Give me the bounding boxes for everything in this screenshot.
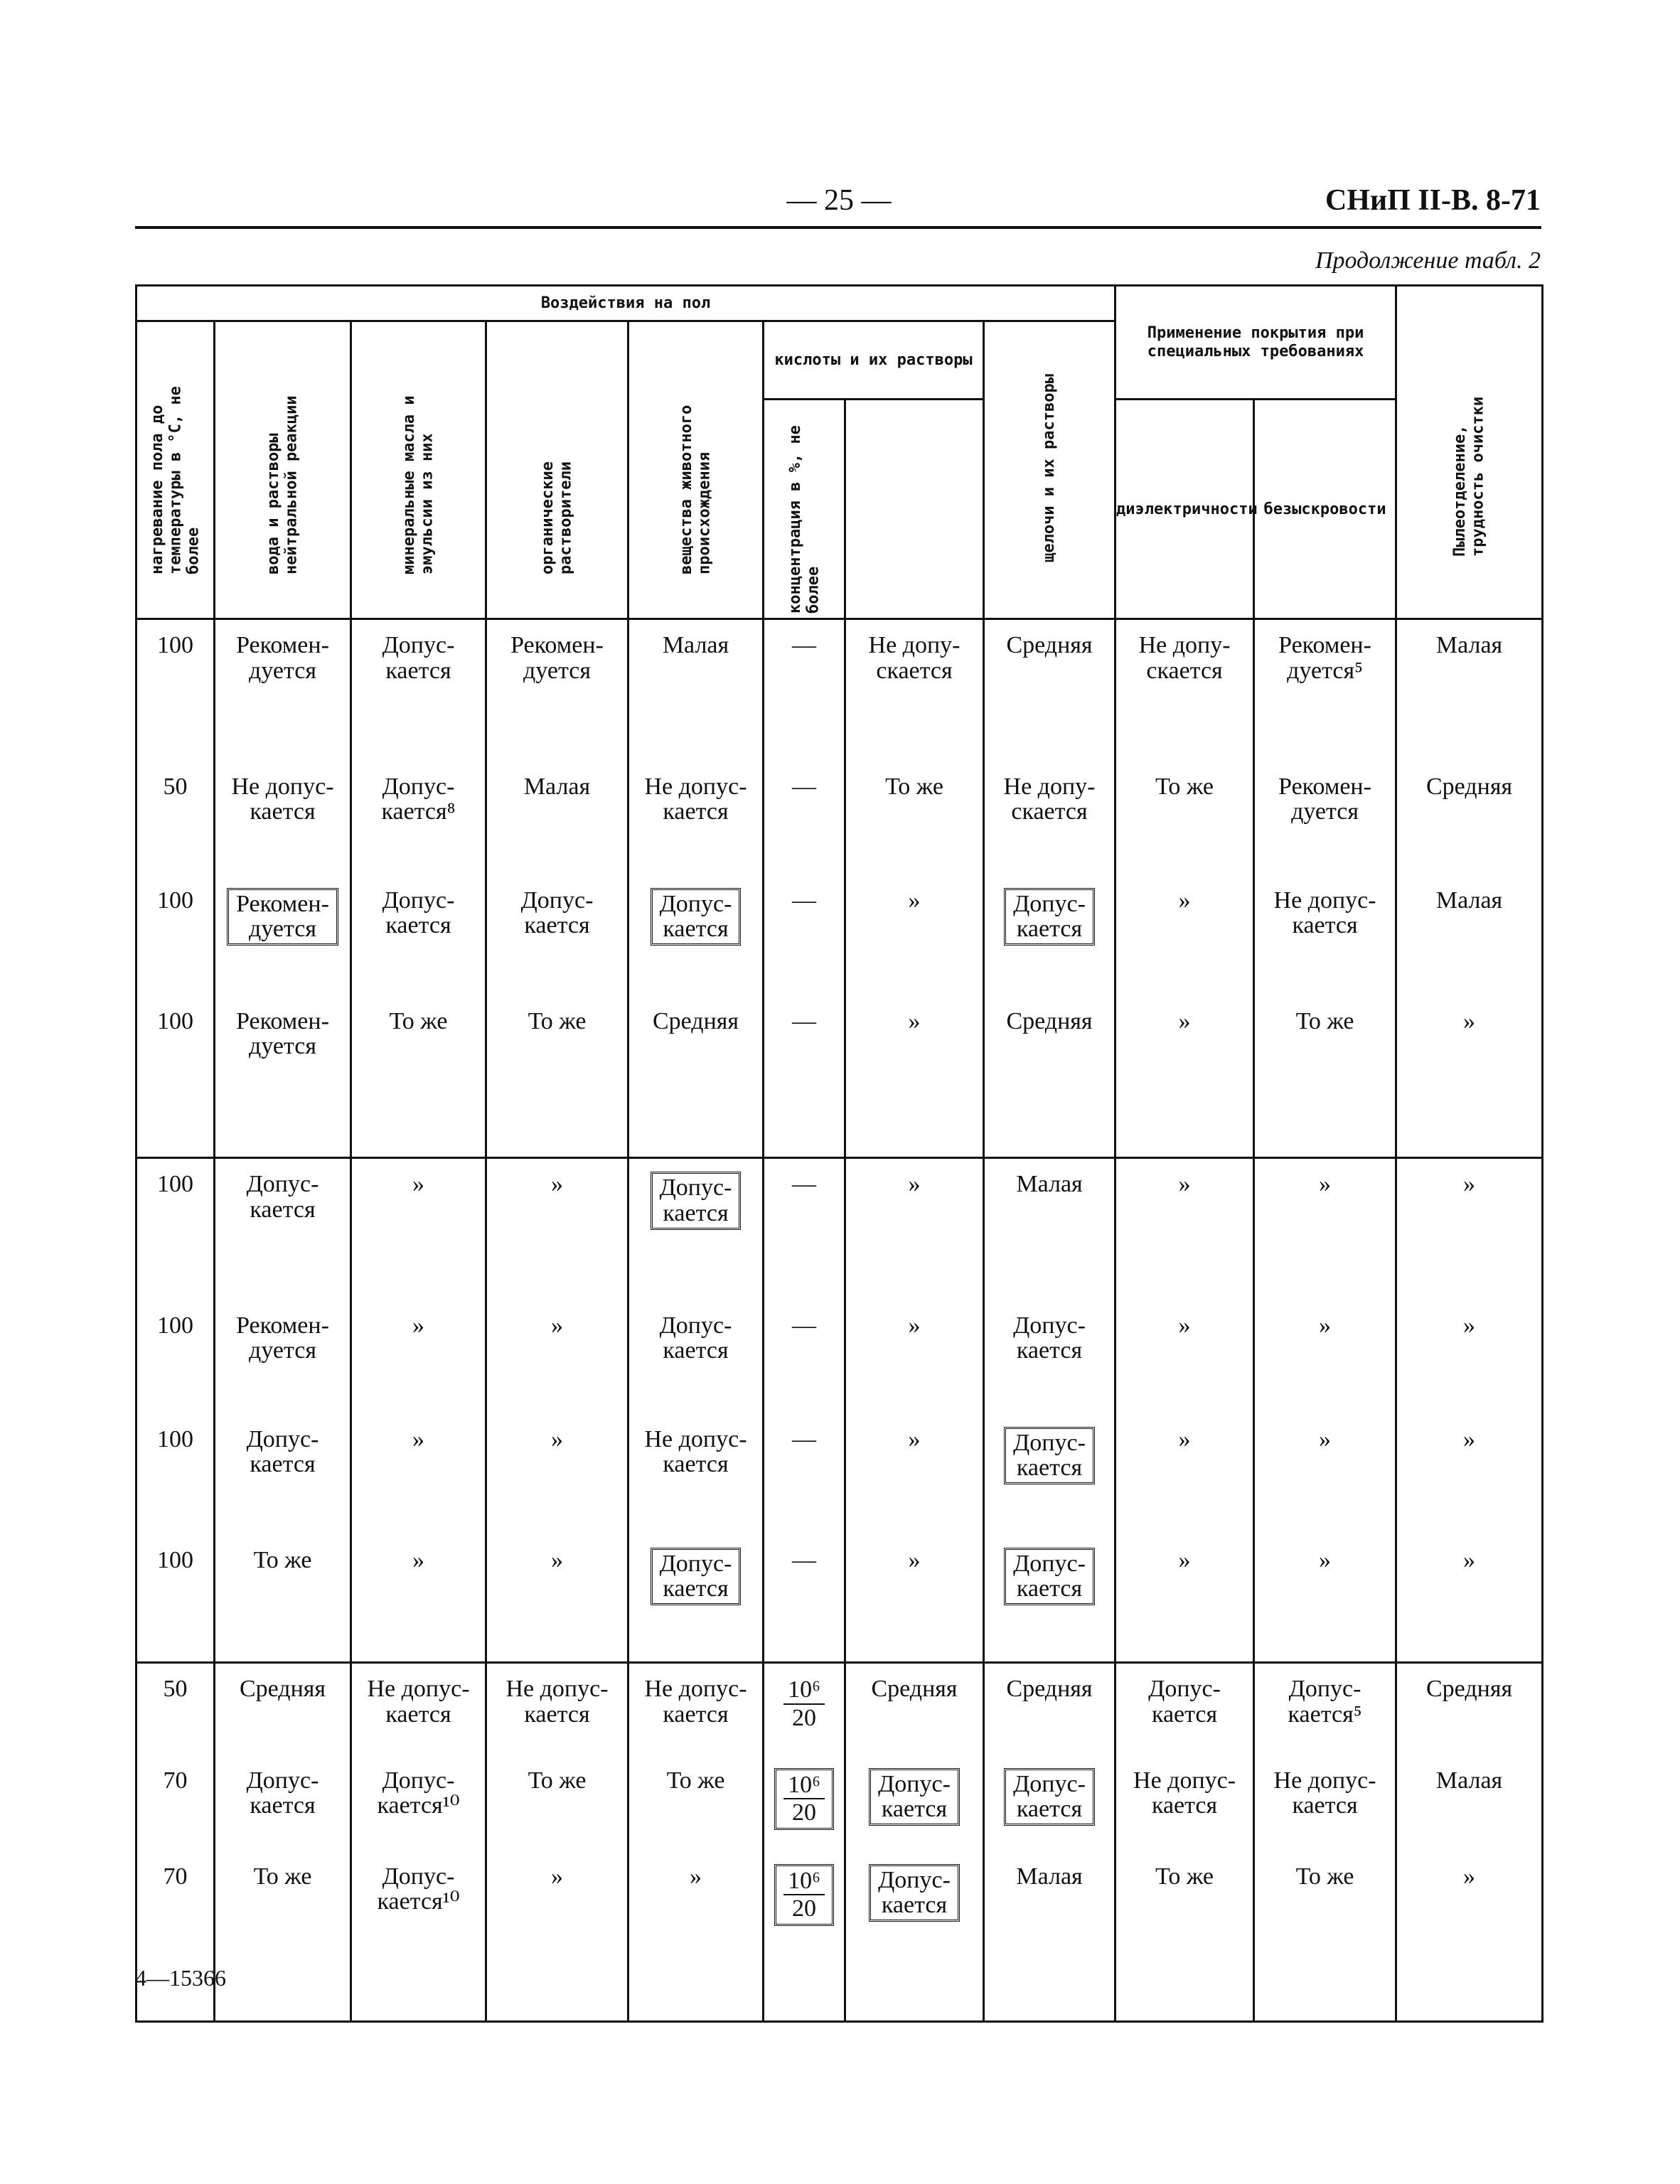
cell-acid-conc: — <box>764 875 845 996</box>
cell-acid-conc: — <box>764 1300 845 1414</box>
cell-temp: 100 <box>137 1300 215 1414</box>
cell-animal: Допус- кается <box>628 1300 764 1414</box>
cell-alkali <box>984 875 1115 996</box>
cell-sparkless: То же <box>1254 1851 1396 2022</box>
table-row <box>137 1414 1543 1535</box>
table-row <box>137 875 1543 996</box>
col-header-dust: Пылеотделение, трудность очистки <box>1396 286 1543 619</box>
cell-sparkless: Допус- кается⁵ <box>1254 1663 1396 1755</box>
col-header-dielectric: диэлектричности <box>1115 400 1254 619</box>
cell-solvents: » <box>486 1851 628 2022</box>
cell-water: Допус- кается <box>215 1414 351 1535</box>
col-header-acid <box>845 400 984 619</box>
table-continuation-label: Продолжение табл. 2 <box>1315 247 1541 274</box>
cell-acid-conc: — <box>764 619 845 761</box>
acids-group-header: кислоты и их растворы <box>764 321 984 400</box>
boxed-value: Допус- кается <box>1004 1427 1095 1484</box>
cell-dielectric: » <box>1115 1300 1254 1414</box>
cell-dielectric: » <box>1115 1535 1254 1663</box>
cell-oils: Допус- кается¹⁰ <box>351 1755 486 1851</box>
cell-acid: Не допу- скается <box>845 619 984 761</box>
boxed-value: Рекомен- дуется <box>227 888 338 946</box>
cell-solvents: Рекомен- дуется <box>486 619 628 761</box>
cell-acid-conc <box>764 1663 845 1755</box>
cell-solvents: Не допус- кается <box>486 1663 628 1755</box>
cell-animal <box>628 1158 764 1300</box>
header-rule <box>135 226 1541 229</box>
table-row <box>137 1158 1543 1300</box>
col-header-animal: вещества животного происхождения <box>628 321 764 619</box>
cell-animal: То же <box>628 1755 764 1851</box>
cell-acid: » <box>845 875 984 996</box>
cell-dust: » <box>1396 1535 1543 1663</box>
cell-animal: » <box>628 1851 764 2022</box>
cell-water: Рекомен- дуется <box>215 996 351 1158</box>
cell-acid <box>845 1851 984 2022</box>
cell-alkali: Малая <box>984 1851 1115 2022</box>
boxed-value: Допус- кается <box>651 1548 742 1605</box>
cell-dust: » <box>1396 1414 1543 1535</box>
cell-water: Средняя <box>215 1663 351 1755</box>
cell-alkali: Допус- кается <box>984 1300 1115 1414</box>
cell-acid: Средняя <box>845 1663 984 1755</box>
cell-dust: Средняя <box>1396 761 1543 875</box>
boxed-value: Допус- кается <box>1004 1548 1095 1605</box>
col-header-alkali: щелочи и их растворы <box>984 321 1115 619</box>
col-header-temp: нагревание пола до температуры в °С, не более <box>137 321 215 619</box>
cell-sparkless: Рекомен- дуется <box>1254 761 1396 875</box>
page-number: — 25 — <box>786 184 892 217</box>
col-header-water: вода и растворы нейтральной реакции <box>215 321 351 619</box>
cell-dust: » <box>1396 996 1543 1158</box>
cell-acid: То же <box>845 761 984 875</box>
cell-solvents: » <box>486 1300 628 1414</box>
cell-water: Допус- кается <box>215 1755 351 1851</box>
table-row <box>137 619 1543 761</box>
col-header-solvents: органические растворители <box>486 321 628 619</box>
cell-temp: 100 <box>137 619 215 761</box>
cell-sparkless: » <box>1254 1414 1396 1535</box>
table-row <box>137 996 1543 1158</box>
cell-dust: Малая <box>1396 619 1543 761</box>
cell-dielectric: » <box>1115 1414 1254 1535</box>
cell-solvents: То же <box>486 1755 628 1851</box>
table-row <box>137 1300 1543 1414</box>
fraction: $\frac{\text{10⁶}}{20}$ <box>783 1676 825 1731</box>
cell-alkali: Средняя <box>984 1663 1115 1755</box>
cell-sparkless: » <box>1254 1535 1396 1663</box>
cell-dielectric: » <box>1115 1158 1254 1300</box>
cell-solvents: Малая <box>486 761 628 875</box>
cell-animal: Средняя <box>628 996 764 1158</box>
cell-acid-conc: — <box>764 1414 845 1535</box>
col-header-oils: минеральные масла и эмульсии из них <box>351 321 486 619</box>
table-row <box>137 761 1543 875</box>
footer-code: 4—15366 <box>135 1965 226 1991</box>
cell-sparkless: То же <box>1254 996 1396 1158</box>
cell-dust: Средняя <box>1396 1663 1543 1755</box>
cell-animal: Малая <box>628 619 764 761</box>
cell-acid-conc: — <box>764 761 845 875</box>
cell-dust: Малая <box>1396 1755 1543 1851</box>
cell-water: Не допус- кается <box>215 761 351 875</box>
cell-acid-conc: — <box>764 1535 845 1663</box>
cell-animal <box>628 1535 764 1663</box>
cell-water <box>215 875 351 996</box>
cell-water: То же <box>215 1535 351 1663</box>
col-header-acid-conc: концентрация в %, не более <box>764 400 845 619</box>
cell-acid: » <box>845 1300 984 1414</box>
cell-alkali: Не допу- скается <box>984 761 1115 875</box>
cell-oils: Допус- кается <box>351 875 486 996</box>
cell-dielectric: » <box>1115 875 1254 996</box>
cell-temp: 70 <box>137 1755 215 1851</box>
cell-dielectric: То же <box>1115 761 1254 875</box>
cell-dust: » <box>1396 1158 1543 1300</box>
cell-oils: Не допус- кается <box>351 1663 486 1755</box>
cell-sparkless: » <box>1254 1158 1396 1300</box>
cell-alkali <box>984 1755 1115 1851</box>
cell-solvents: » <box>486 1535 628 1663</box>
boxed-value: Допус- кается <box>651 1172 742 1229</box>
cell-oils: То же <box>351 996 486 1158</box>
fraction: $\frac{\text{10⁶}}{20}$ <box>783 1868 825 1922</box>
cell-temp: 100 <box>137 996 215 1158</box>
cell-animal <box>628 875 764 996</box>
cell-temp: 100 <box>137 1535 215 1663</box>
boxed-value: Допус- кается <box>869 1864 960 1922</box>
cell-oils: » <box>351 1158 486 1300</box>
cell-oils: » <box>351 1535 486 1663</box>
cell-sparkless: Рекомен- дуется⁵ <box>1254 619 1396 761</box>
cell-dielectric: Не допу- скается <box>1115 619 1254 761</box>
cell-sparkless: » <box>1254 1300 1396 1414</box>
boxed-value: Допус- кается <box>869 1768 960 1826</box>
cell-temp: 50 <box>137 1663 215 1755</box>
special-group-header: Применение покрытия при специальных требованиях <box>1115 286 1396 400</box>
cell-oils: » <box>351 1414 486 1535</box>
cell-acid-conc <box>764 1755 845 1851</box>
cell-dust: » <box>1396 1851 1543 2022</box>
cell-dust: Малая <box>1396 875 1543 996</box>
cell-animal: Не допус- кается <box>628 761 764 875</box>
cell-water: Рекомен- дуется <box>215 619 351 761</box>
boxed-value: Допус- кается <box>651 888 742 946</box>
table-row <box>137 1535 1543 1663</box>
cell-solvents: » <box>486 1414 628 1535</box>
document-code: СНиП II-В. 8-71 <box>1325 184 1541 217</box>
cell-oils: Допус- кается⁸ <box>351 761 486 875</box>
cell-dust: » <box>1396 1300 1543 1414</box>
table-row <box>137 1755 1543 1851</box>
cell-acid: » <box>845 1158 984 1300</box>
table-row <box>137 1663 1543 1755</box>
cell-acid <box>845 1755 984 1851</box>
cell-dielectric: Не допус- кается <box>1115 1755 1254 1851</box>
cell-oils: Допус- кается <box>351 619 486 761</box>
boxed-value: Допус- кается <box>1004 1768 1095 1826</box>
boxed-value <box>774 1864 834 1926</box>
cell-acid-conc: — <box>764 996 845 1158</box>
col-header-sparkless: безыскровости <box>1254 400 1396 619</box>
table-row <box>137 1851 1543 2022</box>
cell-oils: Допус- кается¹⁰ <box>351 1851 486 2022</box>
cell-sparkless: Не допус- кается <box>1254 1755 1396 1851</box>
cell-animal: Не допус- кается <box>628 1414 764 1535</box>
cell-water: Рекомен- дуется <box>215 1300 351 1414</box>
cell-alkali: Средняя <box>984 619 1115 761</box>
cell-animal: Не допус- кается <box>628 1663 764 1755</box>
cell-solvents: » <box>486 1158 628 1300</box>
cell-temp: 100 <box>137 1414 215 1535</box>
cell-solvents: То же <box>486 996 628 1158</box>
cell-temp: 100 <box>137 1158 215 1300</box>
fraction: $\frac{\text{10⁶}}{20}$ <box>783 1772 825 1826</box>
cell-acid: » <box>845 1535 984 1663</box>
cell-temp: 100 <box>137 875 215 996</box>
cell-acid-conc <box>764 1851 845 2022</box>
cell-temp: 70 <box>137 1851 215 2022</box>
cell-acid-conc: — <box>764 1158 845 1300</box>
cell-temp: 50 <box>137 761 215 875</box>
boxed-value <box>774 1768 834 1830</box>
cell-dielectric: » <box>1115 996 1254 1158</box>
cell-water: То же <box>215 1851 351 2022</box>
floor-coverings-table <box>135 284 1543 2023</box>
cell-water: Допус- кается <box>215 1158 351 1300</box>
cell-dielectric: То же <box>1115 1851 1254 2022</box>
cell-dielectric: Допус- кается <box>1115 1663 1254 1755</box>
boxed-value: Допус- кается <box>1004 888 1095 946</box>
cell-alkali: Малая <box>984 1158 1115 1300</box>
cell-oils: » <box>351 1300 486 1414</box>
cell-acid: » <box>845 1414 984 1535</box>
cell-acid: » <box>845 996 984 1158</box>
effects-group-header: Воздействия на пол <box>137 286 1115 321</box>
cell-solvents: Допус- кается <box>486 875 628 996</box>
cell-sparkless: Не допус- кается <box>1254 875 1396 996</box>
cell-alkali: Средняя <box>984 996 1115 1158</box>
cell-alkali <box>984 1414 1115 1535</box>
cell-alkali <box>984 1535 1115 1663</box>
